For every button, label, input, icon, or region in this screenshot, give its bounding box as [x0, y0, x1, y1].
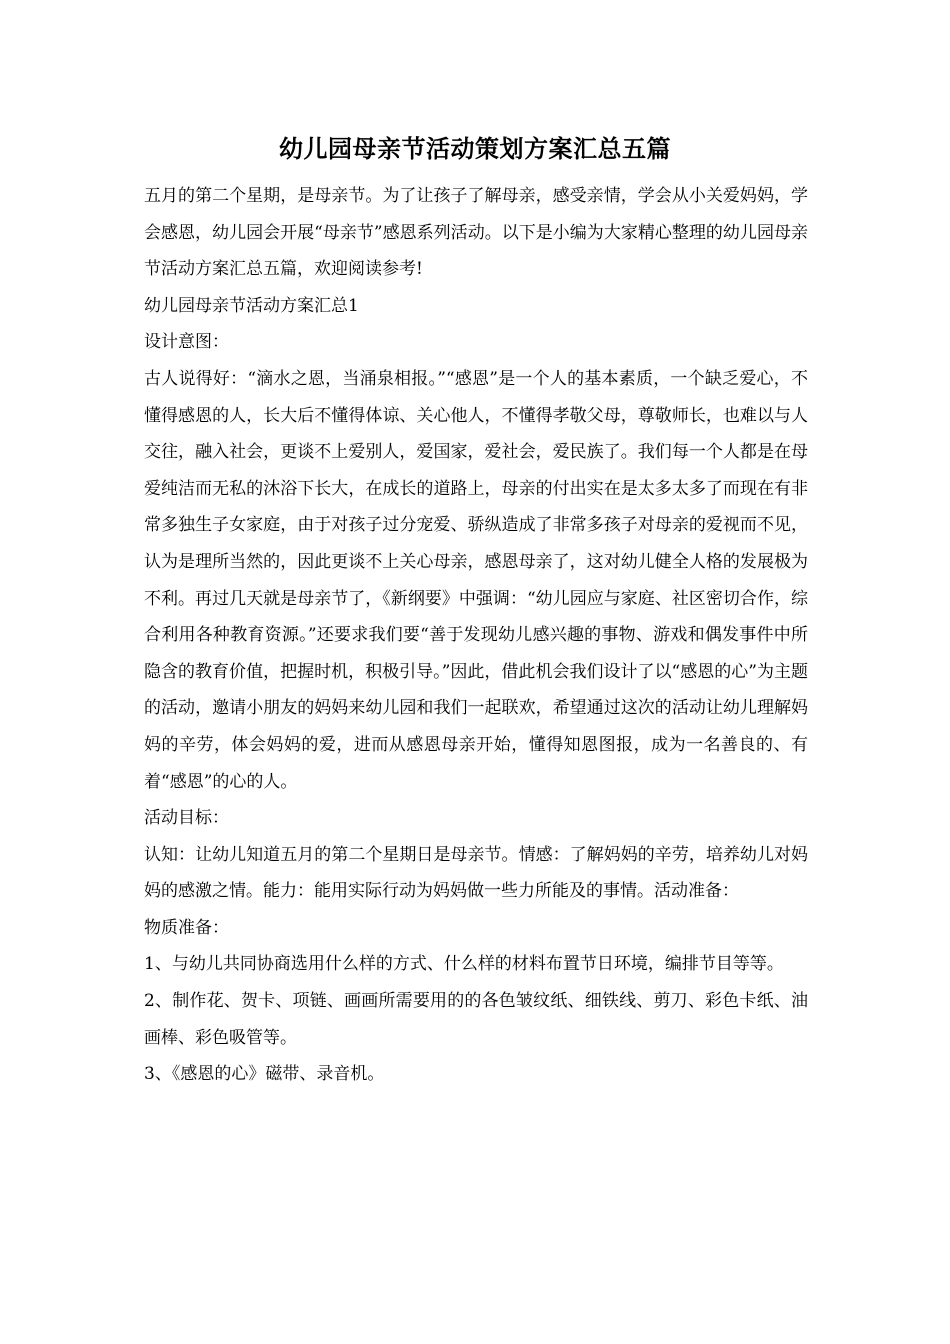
- list-item: 1、与幼儿共同协商选用什么样的方式、什么样的材料布置节日环境，编排节目等等。: [144, 954, 784, 975]
- activity-goals-paragraph: 认知：让幼儿知道五月的第二个星期日是母亲节。情感：了解妈妈的辛劳，培养幼儿对妈妈的感激之情。能力：能用实际行动为妈妈做一些力所能及的事情。活动准备：: [144, 844, 808, 902]
- list-item: 3、《感恩的心》磁带、录音机。: [144, 1064, 385, 1085]
- document-body: [144, 178, 808, 1093]
- material-prep-label: 物质准备：: [144, 917, 229, 938]
- design-intent-label: 设计意图：: [144, 332, 229, 353]
- document-title: 幼儿园母亲节活动策划方案汇总五篇: [279, 134, 671, 163]
- section-heading: 幼儿园母亲节活动方案汇总1: [144, 295, 359, 316]
- list-item: 2、制作花、贺卡、项链、画画所需要用的的各色皱纹纸、细铁线、剪刀、彩色卡纸、油画棒、彩色吸管等。: [144, 991, 808, 1048]
- intro-paragraph: 五月的第二个星期，是母亲节。为了让孩子了解母亲，感受亲情，学会从小关爱妈妈，学会感恩，幼儿园会开展“母亲节”感恩系列活动。以下是小编为大家精心整理的幼儿园母亲节活动方案汇总五篇，欢迎阅读参考!: [144, 186, 808, 280]
- activity-goals-label: 活动目标：: [144, 808, 229, 829]
- design-intent-paragraph: 古人说得好：“滴水之恩，当涌泉相报。”“感恩”是一个人的基本素质，一个缺乏爱心，不懂得感恩的人，长大后不懂得体谅、关心他人，不懂得孝敬父母，尊敬师长，也难以与人交往，融入社会，更谈不上爱别人，爱国家，爱社会，爱民族了。我们每一个人都是在母爱纯洁而无私的沐浴下长大，在成长的道路上，母亲的付出实在是太多太多了而现在有非常多独生子女家庭，由于对孩子过分宠爱、骄纵造成了非常多孩子对母亲的爱视而不见，认为是理所当然的，因此更谈不上关心母亲，感恩母亲了，这对幼儿健全人格的发展极为不利。再过几天就是母亲节了，《新纲要》中强调：“幼儿园应与家庭、社区密切合作，综合利用各种教育资源。”还要求我们要“善于发现幼儿感兴趣的事物、游戏和偶发事件中所隐含的教育价值，把握时机，积极引导。”因此，借此机会我们设计了以“感恩的心”为主题的活动，邀请小朋友的妈妈来幼儿园和我们一起联欢，希望通过这次的活动让幼儿理解妈妈的辛劳，体会妈妈的爱，进而从感恩母亲开始，懂得知恩图报，成为一名善良的、有着“感恩”的心的人。: [144, 368, 808, 792]
